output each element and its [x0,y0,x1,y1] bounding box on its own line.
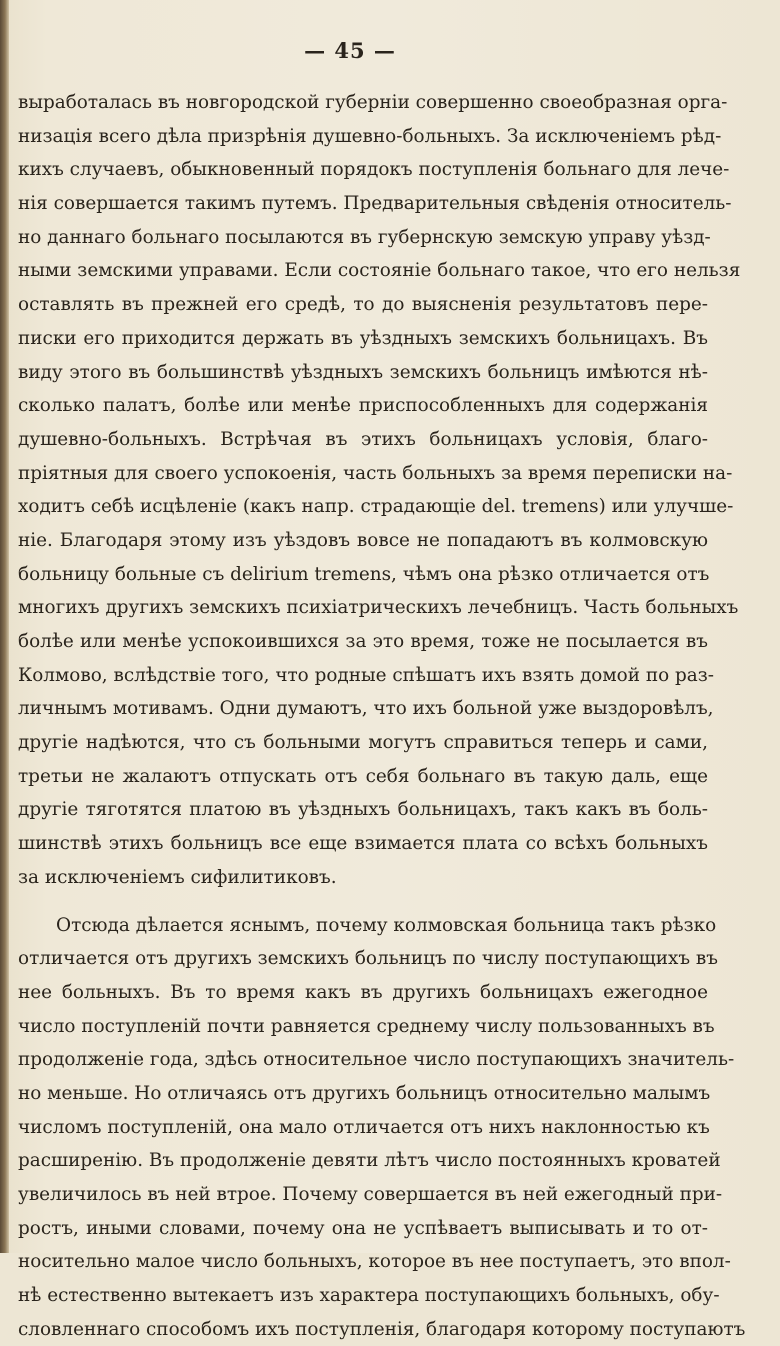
text-line: оставлять въ прежней его средѣ, то до выясненія результатовъ пере- [18,288,708,322]
text-line: Колмово, вслѣдствіе того, что родные спѣшатъ ихъ взять домой по раз- [18,659,708,693]
text-line: писки его приходится держать въ уѣздныхъ земскихъ больницахъ. Въ [18,322,708,356]
page-number: — 45 — [0,38,700,63]
text-line: продолженіе года, здѣсь относительное число поступающихъ значитель- [18,1043,708,1077]
text-line: нія совершается такимъ путемъ. Предварительныя свѣденія относитель- [18,187,708,221]
text-line: кихъ случаевъ, обыкновенный порядокъ поступленія больнаго для лече- [18,153,708,187]
text-line: многихъ другихъ земскихъ психіатрическихъ лечебницъ. Часть больныхъ [18,591,708,625]
body-text [18,86,708,1346]
text-line: третьи не жалаютъ отпускать отъ себя больнаго въ такую даль, еще [18,760,708,794]
text-line: за исключеніемъ сифилитиковъ. [18,861,708,895]
text-line: числомъ поступленій, она мало отличается отъ нихъ наклонностью къ [18,1111,708,1145]
text-line: ходитъ себѣ исцѣленіе (какъ напр. страдающіе del. tremens) или улучше- [18,490,708,524]
paragraph-gap [18,895,708,909]
paragraph-1 [18,86,708,895]
text-line: больницу больные съ delirium tremens, чѣмъ она рѣзко отличается отъ [18,558,708,592]
text-line: отличается отъ другихъ земскихъ больницъ по числу поступающихъ въ [18,942,708,976]
text-line: но даннаго больнаго посылаются въ губернскую земскую управу уѣзд- [18,221,708,255]
text-line: пріятныя для своего успокоенія, часть больныхъ за время переписки на- [18,457,708,491]
text-line: ными земскими управами. Если состояніе больнаго такое, что его нельзя [18,254,708,288]
paragraph-2 [18,909,708,1346]
text-line: нѣ естественно вытекаетъ изъ характера поступающихъ больныхъ, обу- [18,1279,708,1313]
text-line: нее больныхъ. Въ то время какъ въ другихъ больницахъ ежегодное [18,976,708,1010]
text-line: душевно-больныхъ. Встрѣчая въ этихъ больницахъ условія, благо- [18,423,708,457]
text-line: число поступленій почти равняется среднему числу пользованныхъ въ [18,1010,708,1044]
text-line: личнымъ мотивамъ. Одни думаютъ, что ихъ больной уже выздоровѣлъ, [18,692,708,726]
text-line: другіе надѣются, что съ больными могутъ справиться теперь и сами, [18,726,708,760]
text-line: Отсюда дѣлается яснымъ, почему колмовская больница такъ рѣзко [18,909,708,943]
text-line: низація всего дѣла призрѣнія душевно-больныхъ. За исключеніемъ рѣд- [18,120,708,154]
text-line: расширенію. Въ продолженіе девяти лѣтъ число постоянныхъ кроватей [18,1144,708,1178]
text-line: носительно малое число больныхъ, которое въ нее поступаетъ, это впол- [18,1245,708,1279]
text-line: ростъ, иными словами, почему она не успѣваетъ выписывать и то от- [18,1212,708,1246]
text-line: увеличилось въ ней втрое. Почему совершается въ ней ежегодный при- [18,1178,708,1212]
text-line: болѣе или менѣе успокоившихся за это время, тоже не посылается въ [18,625,708,659]
text-line: выработалась въ новгородской губерніи совершенно своеобразная орга- [18,86,708,120]
text-line: словленнаго способомъ ихъ поступленія, благодаря которому поступаютъ [18,1313,708,1346]
book-spine-edge [0,0,9,1253]
text-line: виду этого въ большинствѣ уѣздныхъ земскихъ больницъ имѣются нѣ- [18,356,708,390]
text-line: шинствѣ этихъ больницъ все еще взимается плата со всѣхъ больныхъ [18,827,708,861]
text-line: ніе. Благодаря этому изъ уѣздовъ вовсе не попадаютъ въ колмовскую [18,524,708,558]
text-line: сколько палатъ, болѣе или менѣе приспособленныхъ для содержанія [18,389,708,423]
text-line: другіе тяготятся платою въ уѣздныхъ больницахъ, такъ какъ въ боль- [18,793,708,827]
text-line: но меньше. Но отличаясь отъ другихъ больницъ относительно малымъ [18,1077,708,1111]
